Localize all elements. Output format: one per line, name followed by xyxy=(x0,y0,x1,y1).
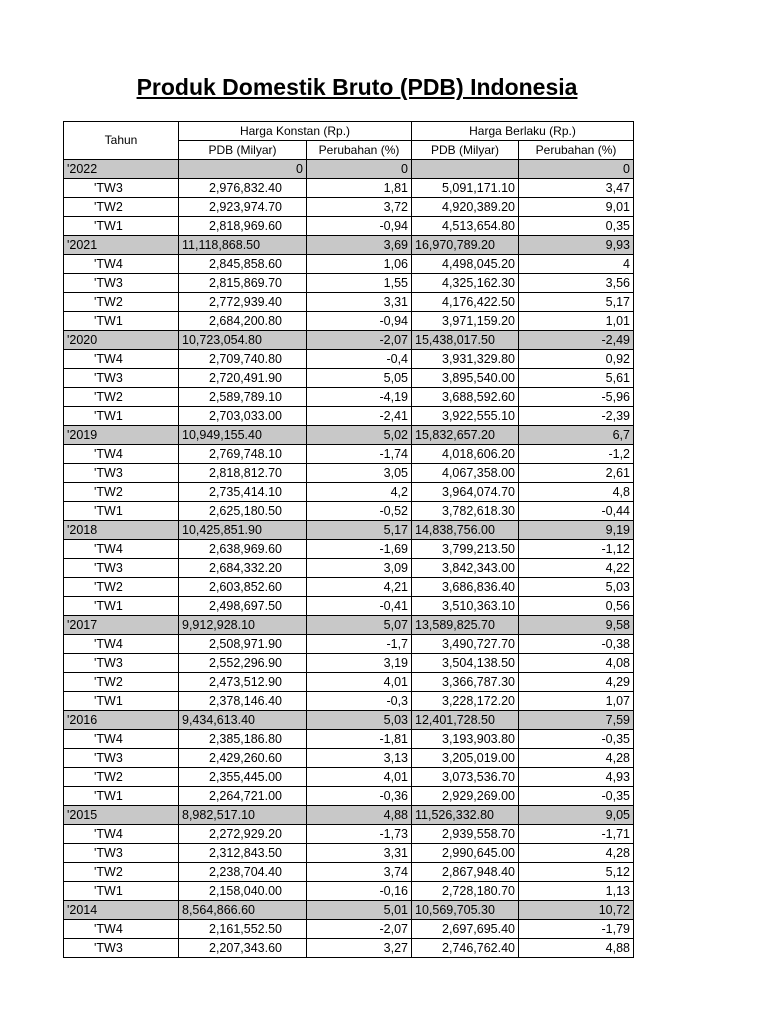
perubahan-berlaku-cell: 9,19 xyxy=(519,521,634,540)
row-label: 'TW2 xyxy=(64,388,179,407)
pdb-berlaku-cell: 3,366,787.30 xyxy=(412,673,519,692)
row-label: 'TW1 xyxy=(64,787,179,806)
row-label: '2016 xyxy=(64,711,179,730)
perubahan-berlaku-cell: 4,28 xyxy=(519,749,634,768)
perubahan-berlaku-cell: 6,7 xyxy=(519,426,634,445)
row-label: 'TW1 xyxy=(64,502,179,521)
pdb-berlaku-cell: 15,438,017.50 xyxy=(412,331,519,350)
row-label: 'TW2 xyxy=(64,198,179,217)
table-row xyxy=(64,654,634,673)
row-label: 'TW3 xyxy=(64,274,179,293)
row-label: 'TW1 xyxy=(64,597,179,616)
perubahan-konstan-cell: 3,31 xyxy=(307,293,412,312)
perubahan-berlaku-cell: 2,61 xyxy=(519,464,634,483)
perubahan-berlaku-cell: 10,72 xyxy=(519,901,634,920)
pdb-berlaku-cell: 4,920,389.20 xyxy=(412,198,519,217)
pdb-berlaku-cell: 3,895,540.00 xyxy=(412,369,519,388)
pdb-berlaku-cell xyxy=(412,160,519,179)
perubahan-berlaku-cell: -0,38 xyxy=(519,635,634,654)
pdb-berlaku-cell: 2,990,645.00 xyxy=(412,844,519,863)
perubahan-konstan-cell: 3,19 xyxy=(307,654,412,673)
perubahan-konstan-cell: -0,4 xyxy=(307,350,412,369)
year-row xyxy=(64,236,634,255)
pdb-konstan-cell: 2,815,869.70 xyxy=(179,274,307,293)
perubahan-konstan-cell: -1,69 xyxy=(307,540,412,559)
header-harga-berlaku: Harga Berlaku (Rp.) xyxy=(412,122,634,141)
row-label: '2021 xyxy=(64,236,179,255)
row-label: 'TW4 xyxy=(64,635,179,654)
table-row xyxy=(64,635,634,654)
row-label: 'TW3 xyxy=(64,369,179,388)
pdb-konstan-cell: 2,378,146.40 xyxy=(179,692,307,711)
pdb-konstan-cell: 2,552,296.90 xyxy=(179,654,307,673)
header-perubahan-konstan: Perubahan (%) xyxy=(307,141,412,160)
perubahan-konstan-cell: 5,02 xyxy=(307,426,412,445)
pdb-berlaku-cell: 3,490,727.70 xyxy=(412,635,519,654)
pdb-konstan-cell: 2,772,939.40 xyxy=(179,293,307,312)
perubahan-konstan-cell: 5,01 xyxy=(307,901,412,920)
perubahan-konstan-cell: -0,94 xyxy=(307,217,412,236)
table-row xyxy=(64,559,634,578)
row-label: 'TW1 xyxy=(64,692,179,711)
pdb-berlaku-cell: 4,513,654.80 xyxy=(412,217,519,236)
table-row xyxy=(64,844,634,863)
table-row xyxy=(64,540,634,559)
year-row xyxy=(64,806,634,825)
pdb-berlaku-cell: 2,929,269.00 xyxy=(412,787,519,806)
row-label: 'TW3 xyxy=(64,939,179,958)
row-label: '2014 xyxy=(64,901,179,920)
table-row xyxy=(64,939,634,958)
perubahan-berlaku-cell: 0 xyxy=(519,160,634,179)
perubahan-konstan-cell: -1,7 xyxy=(307,635,412,654)
perubahan-konstan-cell: -1,73 xyxy=(307,825,412,844)
perubahan-berlaku-cell: 3,47 xyxy=(519,179,634,198)
table-row xyxy=(64,863,634,882)
pdb-konstan-cell: 2,385,186.80 xyxy=(179,730,307,749)
pdb-berlaku-cell: 3,228,172.20 xyxy=(412,692,519,711)
pdb-berlaku-cell: 3,799,213.50 xyxy=(412,540,519,559)
pdb-berlaku-cell: 4,325,162.30 xyxy=(412,274,519,293)
pdb-berlaku-cell: 3,510,363.10 xyxy=(412,597,519,616)
perubahan-berlaku-cell: 4,28 xyxy=(519,844,634,863)
row-label: 'TW4 xyxy=(64,540,179,559)
perubahan-konstan-cell: -0,16 xyxy=(307,882,412,901)
pdb-konstan-cell: 2,976,832.40 xyxy=(179,179,307,198)
row-label: 'TW2 xyxy=(64,293,179,312)
table-row xyxy=(64,692,634,711)
pdb-berlaku-cell: 3,504,138.50 xyxy=(412,654,519,673)
header-pdb-konstan: PDB (Milyar) xyxy=(179,141,307,160)
pdb-berlaku-cell: 10,569,705.30 xyxy=(412,901,519,920)
pdb-berlaku-cell: 2,867,948.40 xyxy=(412,863,519,882)
perubahan-berlaku-cell: 9,58 xyxy=(519,616,634,635)
perubahan-konstan-cell: -1,81 xyxy=(307,730,412,749)
perubahan-konstan-cell: 3,72 xyxy=(307,198,412,217)
pdb-konstan-cell: 2,429,260.60 xyxy=(179,749,307,768)
pdb-konstan-cell: 2,498,697.50 xyxy=(179,597,307,616)
perubahan-konstan-cell: 1,81 xyxy=(307,179,412,198)
table-row xyxy=(64,217,634,236)
pdb-konstan-cell: 2,207,343.60 xyxy=(179,939,307,958)
pdb-konstan-cell: 2,684,332.20 xyxy=(179,559,307,578)
perubahan-konstan-cell: 0 xyxy=(307,160,412,179)
pdb-konstan-cell: 2,312,843.50 xyxy=(179,844,307,863)
pdb-berlaku-cell: 15,832,657.20 xyxy=(412,426,519,445)
perubahan-konstan-cell: -0,36 xyxy=(307,787,412,806)
perubahan-berlaku-cell: 9,05 xyxy=(519,806,634,825)
pdb-konstan-cell: 2,625,180.50 xyxy=(179,502,307,521)
perubahan-konstan-cell: 5,07 xyxy=(307,616,412,635)
perubahan-berlaku-cell: -1,71 xyxy=(519,825,634,844)
pdb-berlaku-cell: 4,498,045.20 xyxy=(412,255,519,274)
row-label: 'TW3 xyxy=(64,749,179,768)
pdb-konstan-cell: 10,425,851.90 xyxy=(179,521,307,540)
perubahan-berlaku-cell: 4,8 xyxy=(519,483,634,502)
row-label: 'TW4 xyxy=(64,825,179,844)
pdb-konstan-cell: 8,564,866.60 xyxy=(179,901,307,920)
pdb-konstan-cell: 2,923,974.70 xyxy=(179,198,307,217)
row-label: '2020 xyxy=(64,331,179,350)
row-label: '2018 xyxy=(64,521,179,540)
perubahan-konstan-cell: 4,88 xyxy=(307,806,412,825)
perubahan-berlaku-cell: 5,12 xyxy=(519,863,634,882)
perubahan-konstan-cell: 1,06 xyxy=(307,255,412,274)
table-row xyxy=(64,768,634,787)
pdb-konstan-cell: 2,158,040.00 xyxy=(179,882,307,901)
pdb-berlaku-cell: 3,922,555.10 xyxy=(412,407,519,426)
perubahan-berlaku-cell: -5,96 xyxy=(519,388,634,407)
perubahan-konstan-cell: -4,19 xyxy=(307,388,412,407)
perubahan-berlaku-cell: -1,79 xyxy=(519,920,634,939)
perubahan-berlaku-cell: -1,12 xyxy=(519,540,634,559)
pdb-konstan-cell: 2,703,033.00 xyxy=(179,407,307,426)
row-label: 'TW3 xyxy=(64,559,179,578)
perubahan-konstan-cell: 5,05 xyxy=(307,369,412,388)
table-row xyxy=(64,293,634,312)
perubahan-konstan-cell: -0,52 xyxy=(307,502,412,521)
pdb-berlaku-cell: 5,091,171.10 xyxy=(412,179,519,198)
row-label: '2015 xyxy=(64,806,179,825)
pdb-berlaku-cell: 3,931,329.80 xyxy=(412,350,519,369)
pdb-berlaku-cell: 3,964,074.70 xyxy=(412,483,519,502)
perubahan-berlaku-cell: 5,03 xyxy=(519,578,634,597)
year-row xyxy=(64,160,634,179)
row-label: 'TW4 xyxy=(64,350,179,369)
pdb-konstan-cell: 2,603,852.60 xyxy=(179,578,307,597)
perubahan-konstan-cell: -2,41 xyxy=(307,407,412,426)
pdb-berlaku-cell: 16,970,789.20 xyxy=(412,236,519,255)
perubahan-berlaku-cell: 4,29 xyxy=(519,673,634,692)
pdb-berlaku-cell: 3,688,592.60 xyxy=(412,388,519,407)
row-label: '2019 xyxy=(64,426,179,445)
pdb-berlaku-cell: 3,971,159.20 xyxy=(412,312,519,331)
table-row xyxy=(64,350,634,369)
pdb-konstan-cell: 2,709,740.80 xyxy=(179,350,307,369)
row-label: '2022 xyxy=(64,160,179,179)
row-label: '2017 xyxy=(64,616,179,635)
perubahan-konstan-cell: -2,07 xyxy=(307,920,412,939)
table-row xyxy=(64,825,634,844)
pdb-konstan-cell: 2,818,812.70 xyxy=(179,464,307,483)
pdb-berlaku-cell: 4,176,422.50 xyxy=(412,293,519,312)
perubahan-konstan-cell: 4,01 xyxy=(307,673,412,692)
table-row xyxy=(64,597,634,616)
row-label: 'TW3 xyxy=(64,464,179,483)
perubahan-konstan-cell: -1,74 xyxy=(307,445,412,464)
pdb-konstan-cell: 9,912,928.10 xyxy=(179,616,307,635)
row-label: 'TW1 xyxy=(64,217,179,236)
table-row xyxy=(64,578,634,597)
table-row xyxy=(64,388,634,407)
pdb-berlaku-cell: 3,782,618.30 xyxy=(412,502,519,521)
perubahan-berlaku-cell: 0,56 xyxy=(519,597,634,616)
pdb-konstan-cell: 2,735,414.10 xyxy=(179,483,307,502)
perubahan-konstan-cell: 1,55 xyxy=(307,274,412,293)
perubahan-konstan-cell: 3,31 xyxy=(307,844,412,863)
row-label: 'TW2 xyxy=(64,673,179,692)
table-row xyxy=(64,787,634,806)
perubahan-konstan-cell: 3,74 xyxy=(307,863,412,882)
year-row xyxy=(64,616,634,635)
perubahan-berlaku-cell: 4 xyxy=(519,255,634,274)
pdb-konstan-cell: 2,684,200.80 xyxy=(179,312,307,331)
perubahan-berlaku-cell: 9,01 xyxy=(519,198,634,217)
year-row xyxy=(64,426,634,445)
pdb-berlaku-cell: 3,205,019.00 xyxy=(412,749,519,768)
perubahan-berlaku-cell: 4,22 xyxy=(519,559,634,578)
header-perubahan-berlaku: Perubahan (%) xyxy=(519,141,634,160)
perubahan-berlaku-cell: 4,88 xyxy=(519,939,634,958)
perubahan-konstan-cell: 3,09 xyxy=(307,559,412,578)
perubahan-berlaku-cell: -0,35 xyxy=(519,730,634,749)
perubahan-berlaku-cell: 9,93 xyxy=(519,236,634,255)
perubahan-berlaku-cell: 0,35 xyxy=(519,217,634,236)
perubahan-konstan-cell: -0,3 xyxy=(307,692,412,711)
table-row xyxy=(64,369,634,388)
pdb-konstan-cell: 2,845,858.60 xyxy=(179,255,307,274)
table-row xyxy=(64,179,634,198)
table-row xyxy=(64,464,634,483)
header-tahun: Tahun xyxy=(64,122,179,160)
pdb-berlaku-cell: 11,526,332.80 xyxy=(412,806,519,825)
year-row xyxy=(64,521,634,540)
table-row xyxy=(64,255,634,274)
pdb-konstan-cell: 2,264,721.00 xyxy=(179,787,307,806)
row-label: 'TW3 xyxy=(64,654,179,673)
perubahan-berlaku-cell: -2,39 xyxy=(519,407,634,426)
perubahan-konstan-cell: -0,41 xyxy=(307,597,412,616)
perubahan-berlaku-cell: 3,56 xyxy=(519,274,634,293)
row-label: 'TW1 xyxy=(64,882,179,901)
table-row xyxy=(64,483,634,502)
table-row xyxy=(64,920,634,939)
table-row xyxy=(64,730,634,749)
perubahan-berlaku-cell: 4,93 xyxy=(519,768,634,787)
row-label: 'TW2 xyxy=(64,578,179,597)
pdb-konstan-cell: 0 xyxy=(179,160,307,179)
pdb-berlaku-cell: 13,589,825.70 xyxy=(412,616,519,635)
row-label: 'TW2 xyxy=(64,768,179,787)
perubahan-konstan-cell: -2,07 xyxy=(307,331,412,350)
header-pdb-berlaku: PDB (Milyar) xyxy=(412,141,519,160)
perubahan-berlaku-cell: 7,59 xyxy=(519,711,634,730)
pdb-konstan-cell: 9,434,613.40 xyxy=(179,711,307,730)
perubahan-konstan-cell: -0,94 xyxy=(307,312,412,331)
table-row xyxy=(64,445,634,464)
pdb-konstan-cell: 2,508,971.90 xyxy=(179,635,307,654)
perubahan-berlaku-cell: 0,92 xyxy=(519,350,634,369)
perubahan-berlaku-cell: -2,49 xyxy=(519,331,634,350)
table-row xyxy=(64,312,634,331)
perubahan-konstan-cell: 3,69 xyxy=(307,236,412,255)
perubahan-konstan-cell: 4,21 xyxy=(307,578,412,597)
perubahan-konstan-cell: 3,13 xyxy=(307,749,412,768)
pdb-konstan-cell: 8,982,517.10 xyxy=(179,806,307,825)
pdb-konstan-cell: 2,355,445.00 xyxy=(179,768,307,787)
table-row xyxy=(64,502,634,521)
pdb-berlaku-cell: 3,073,536.70 xyxy=(412,768,519,787)
table-row xyxy=(64,198,634,217)
perubahan-berlaku-cell: -0,35 xyxy=(519,787,634,806)
pdb-berlaku-cell: 3,686,836.40 xyxy=(412,578,519,597)
pdb-berlaku-cell: 12,401,728.50 xyxy=(412,711,519,730)
row-label: 'TW4 xyxy=(64,920,179,939)
page-title: Produk Domestik Bruto (PDB) Indonesia xyxy=(136,74,578,100)
row-label: 'TW3 xyxy=(64,844,179,863)
perubahan-berlaku-cell: -1,2 xyxy=(519,445,634,464)
pdb-konstan-cell: 11,118,868.50 xyxy=(179,236,307,255)
perubahan-berlaku-cell: 5,61 xyxy=(519,369,634,388)
pdb-konstan-cell: 2,473,512.90 xyxy=(179,673,307,692)
perubahan-konstan-cell: 4,2 xyxy=(307,483,412,502)
row-label: 'TW4 xyxy=(64,445,179,464)
row-label: 'TW4 xyxy=(64,730,179,749)
pdb-konstan-cell: 2,589,789.10 xyxy=(179,388,307,407)
pdb-berlaku-cell: 3,842,343.00 xyxy=(412,559,519,578)
year-row xyxy=(64,331,634,350)
pdb-berlaku-cell: 4,018,606.20 xyxy=(412,445,519,464)
row-label: 'TW1 xyxy=(64,312,179,331)
perubahan-konstan-cell: 3,05 xyxy=(307,464,412,483)
pdb-table xyxy=(63,121,634,958)
row-label: 'TW4 xyxy=(64,255,179,274)
pdb-konstan-cell: 2,818,969.60 xyxy=(179,217,307,236)
year-row xyxy=(64,901,634,920)
perubahan-berlaku-cell: 1,13 xyxy=(519,882,634,901)
pdb-konstan-cell: 2,238,704.40 xyxy=(179,863,307,882)
pdb-berlaku-cell: 2,746,762.40 xyxy=(412,939,519,958)
pdb-berlaku-cell: 14,838,756.00 xyxy=(412,521,519,540)
perubahan-konstan-cell: 4,01 xyxy=(307,768,412,787)
row-label: 'TW2 xyxy=(64,863,179,882)
pdb-konstan-cell: 2,272,929.20 xyxy=(179,825,307,844)
year-row xyxy=(64,711,634,730)
pdb-konstan-cell: 2,161,552.50 xyxy=(179,920,307,939)
pdb-berlaku-cell: 2,939,558.70 xyxy=(412,825,519,844)
table-row xyxy=(64,749,634,768)
perubahan-berlaku-cell: -0,44 xyxy=(519,502,634,521)
pdb-table-body xyxy=(64,160,634,958)
pdb-konstan-cell: 2,720,491.90 xyxy=(179,369,307,388)
pdb-berlaku-cell: 3,193,903.80 xyxy=(412,730,519,749)
pdb-konstan-cell: 10,723,054.80 xyxy=(179,331,307,350)
row-label: 'TW2 xyxy=(64,483,179,502)
pdb-berlaku-cell: 2,697,695.40 xyxy=(412,920,519,939)
table-row xyxy=(64,274,634,293)
perubahan-berlaku-cell: 1,07 xyxy=(519,692,634,711)
table-row xyxy=(64,882,634,901)
table-row xyxy=(64,673,634,692)
pdb-konstan-cell: 2,638,969.60 xyxy=(179,540,307,559)
pdb-konstan-cell: 10,949,155.40 xyxy=(179,426,307,445)
perubahan-konstan-cell: 5,17 xyxy=(307,521,412,540)
perubahan-konstan-cell: 3,27 xyxy=(307,939,412,958)
row-label: 'TW3 xyxy=(64,179,179,198)
perubahan-berlaku-cell: 1,01 xyxy=(519,312,634,331)
perubahan-berlaku-cell: 5,17 xyxy=(519,293,634,312)
pdb-berlaku-cell: 2,728,180.70 xyxy=(412,882,519,901)
header-harga-konstan: Harga Konstan (Rp.) xyxy=(179,122,412,141)
perubahan-berlaku-cell: 4,08 xyxy=(519,654,634,673)
pdb-konstan-cell: 2,769,748.10 xyxy=(179,445,307,464)
pdb-berlaku-cell: 4,067,358.00 xyxy=(412,464,519,483)
perubahan-konstan-cell: 5,03 xyxy=(307,711,412,730)
row-label: 'TW1 xyxy=(64,407,179,426)
table-row xyxy=(64,407,634,426)
